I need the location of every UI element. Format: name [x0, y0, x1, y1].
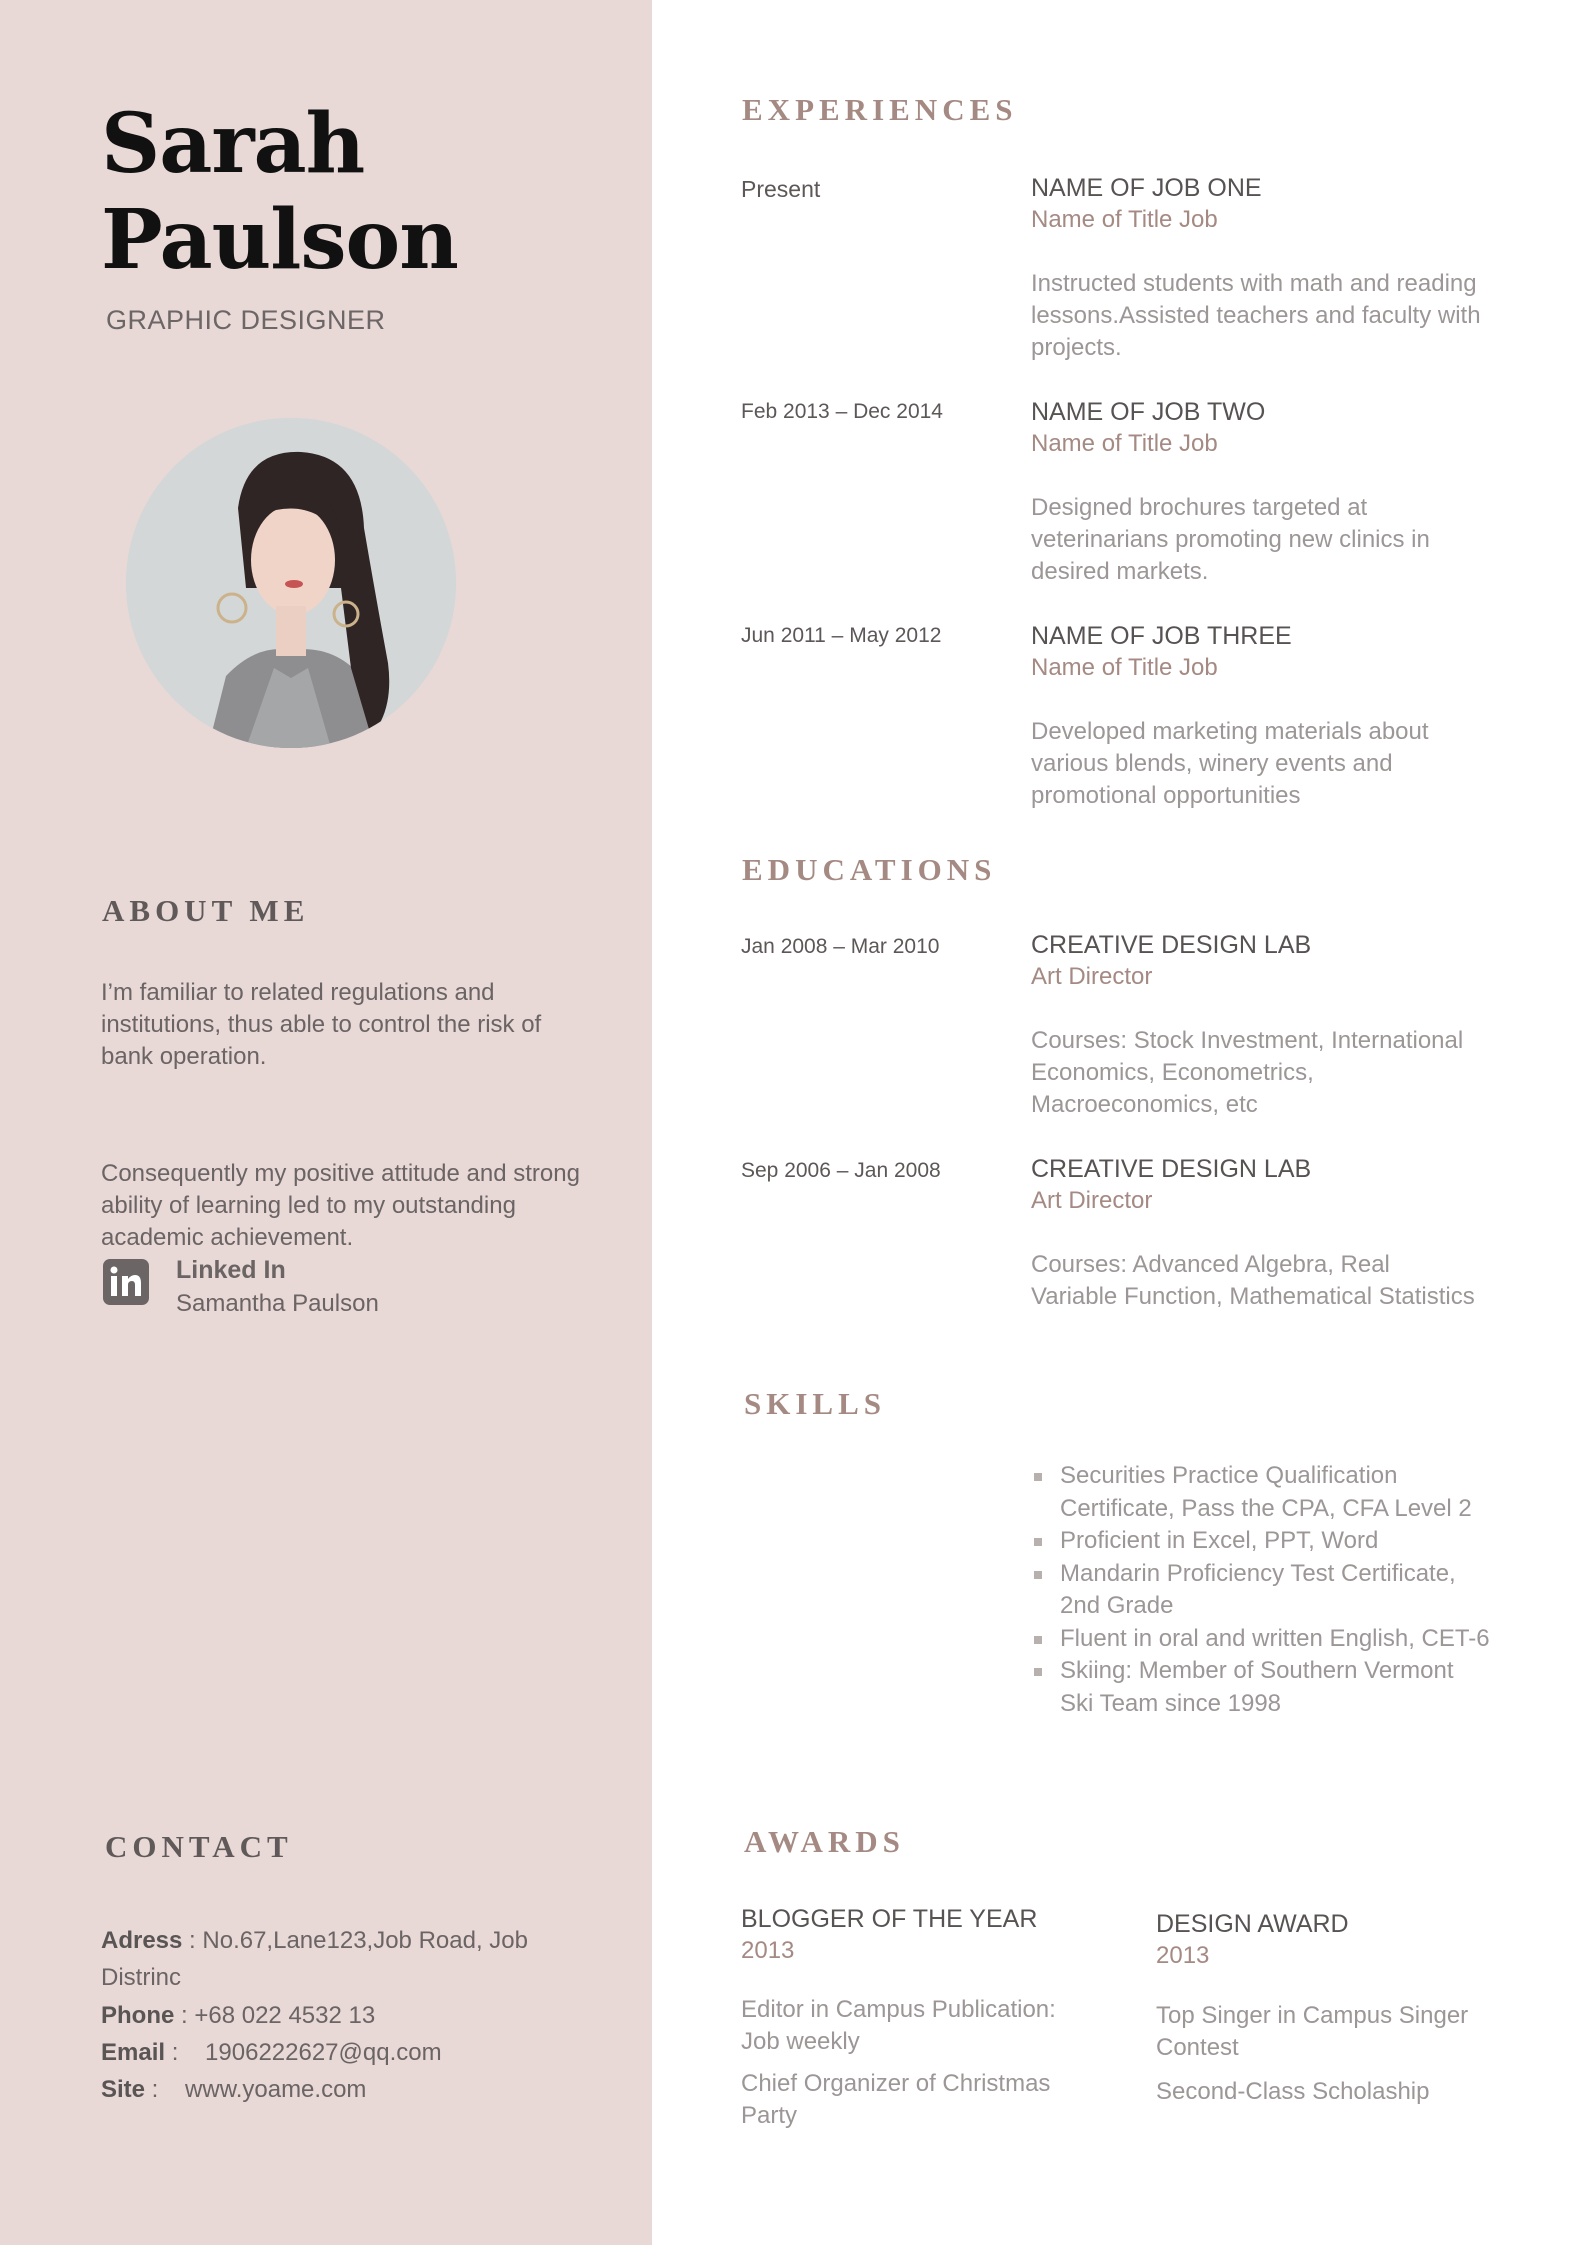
address-label: Adress	[101, 1927, 183, 1954]
experiences-heading: EXPERIENCES	[742, 92, 1018, 127]
skill-item: Proficient in Excel, PPT, Word	[1030, 1525, 1490, 1558]
educations-heading: EDUCATIONS	[742, 852, 997, 887]
education-title: CREATIVE DESIGN LAB	[1031, 1155, 1312, 1183]
about-paragraph: Consequently my positive attitude and strong ability of learning led to my outstanding academic achievement.	[101, 1160, 580, 1251]
experience-title: NAME OF JOB THREE	[1031, 622, 1292, 650]
skill-item: Securities Practice Qualification Certificate, Pass the CPA, CFA Level 2	[1030, 1460, 1490, 1525]
experience-description: Developed marketing materials about various blends, winery events and promotional opportunities	[1031, 718, 1429, 809]
linkedin-label: Linked In	[176, 1256, 286, 1284]
experience-subtitle: Name of Title Job	[1031, 430, 1218, 457]
experience-description: Designed brochures targeted at veterinarians promoting new clinics in desired markets.	[1031, 494, 1430, 585]
award-year: 2013	[1156, 1942, 1210, 1969]
experience-title: NAME OF JOB TWO	[1031, 398, 1266, 426]
avatar	[126, 418, 456, 748]
linkedin-icon[interactable]	[103, 1259, 149, 1305]
experience-date: Present	[741, 176, 821, 202]
education-date: Sep 2006 – Jan 2008	[741, 1159, 941, 1182]
contact-site: Site : www.yoame.com	[101, 2076, 367, 2103]
skills-list	[1030, 1460, 1490, 1720]
email-value[interactable]: 1906222627@qq.com	[205, 2039, 442, 2066]
phone-label: Phone	[101, 2002, 175, 2029]
skill-item: Fluent in oral and written English, CET-6	[1030, 1623, 1490, 1656]
education-date: Jan 2008 – Mar 2010	[741, 935, 940, 958]
site-value[interactable]: www.yoame.com	[185, 2076, 367, 2103]
about-paragraph: I’m familiar to related regulations and institutions, thus able to control the risk of bank operation.	[101, 979, 542, 1070]
contact-phone: Phone : +68 022 4532 13	[101, 2002, 376, 2029]
award-detail: Second-Class Scholaship	[1156, 2078, 1430, 2105]
first-name: Sarah	[101, 96, 365, 192]
award-detail: Editor in Campus Publication: Job weekly	[741, 1996, 1056, 2055]
award-title: DESIGN AWARD	[1156, 1910, 1349, 1938]
experience-subtitle: Name of Title Job	[1031, 654, 1218, 681]
site-label: Site	[101, 2076, 146, 2103]
email-label: Email	[101, 2039, 166, 2066]
sidebar	[0, 0, 652, 2245]
award-detail: Chief Organizer of Christmas Party	[741, 2070, 1051, 2129]
award-year: 2013	[741, 1937, 795, 1964]
experience-date: Feb 2013 – Dec 2014	[741, 400, 943, 423]
about-heading: ABOUT ME	[102, 893, 310, 928]
experience-date: Jun 2011 – May 2012	[741, 624, 942, 647]
education-subtitle: Art Director	[1031, 1187, 1153, 1214]
skill-item: Skiing: Member of Southern Vermont Ski Team since 1998	[1030, 1655, 1490, 1720]
address-value: No.67,Lane123,Job Road, Job Distrinc	[101, 1927, 528, 1991]
contact-email: Email : 1906222627@qq.com	[101, 2039, 442, 2066]
education-description: Courses: Stock Investment, International Economics, Econometrics, Macroeconomics, etc	[1031, 1027, 1464, 1118]
education-subtitle: Art Director	[1031, 963, 1153, 990]
awards-heading: AWARDS	[744, 1824, 905, 1859]
phone-value: +68 022 4532 13	[194, 2002, 376, 2029]
contact-heading: CONTACT	[105, 1829, 293, 1864]
education-description: Courses: Advanced Algebra, Real Variable Function, Mathematical Statistics	[1031, 1251, 1475, 1310]
skills-heading: SKILLS	[744, 1386, 887, 1421]
award-title: BLOGGER OF THE YEAR	[741, 1905, 1038, 1933]
award-detail: Top Singer in Campus Singer Contest	[1156, 2002, 1469, 2061]
job-role: GRAPHIC DESIGNER	[106, 305, 386, 335]
portrait-image	[126, 418, 456, 748]
experience-subtitle: Name of Title Job	[1031, 206, 1218, 233]
contact-address: Adress : No.67,Lane123,Job Road, Job Distrinc	[101, 1927, 528, 1991]
education-title: CREATIVE DESIGN LAB	[1031, 931, 1312, 959]
experience-title: NAME OF JOB ONE	[1031, 174, 1262, 202]
last-name: Paulson	[101, 192, 458, 288]
linkedin-name[interactable]: Samantha Paulson	[176, 1290, 379, 1317]
experience-description: Instructed students with math and reading lessons.Assisted teachers and faculty with projects.	[1031, 270, 1481, 361]
skill-item: Mandarin Proficiency Test Certificate, 2nd Grade	[1030, 1558, 1490, 1623]
